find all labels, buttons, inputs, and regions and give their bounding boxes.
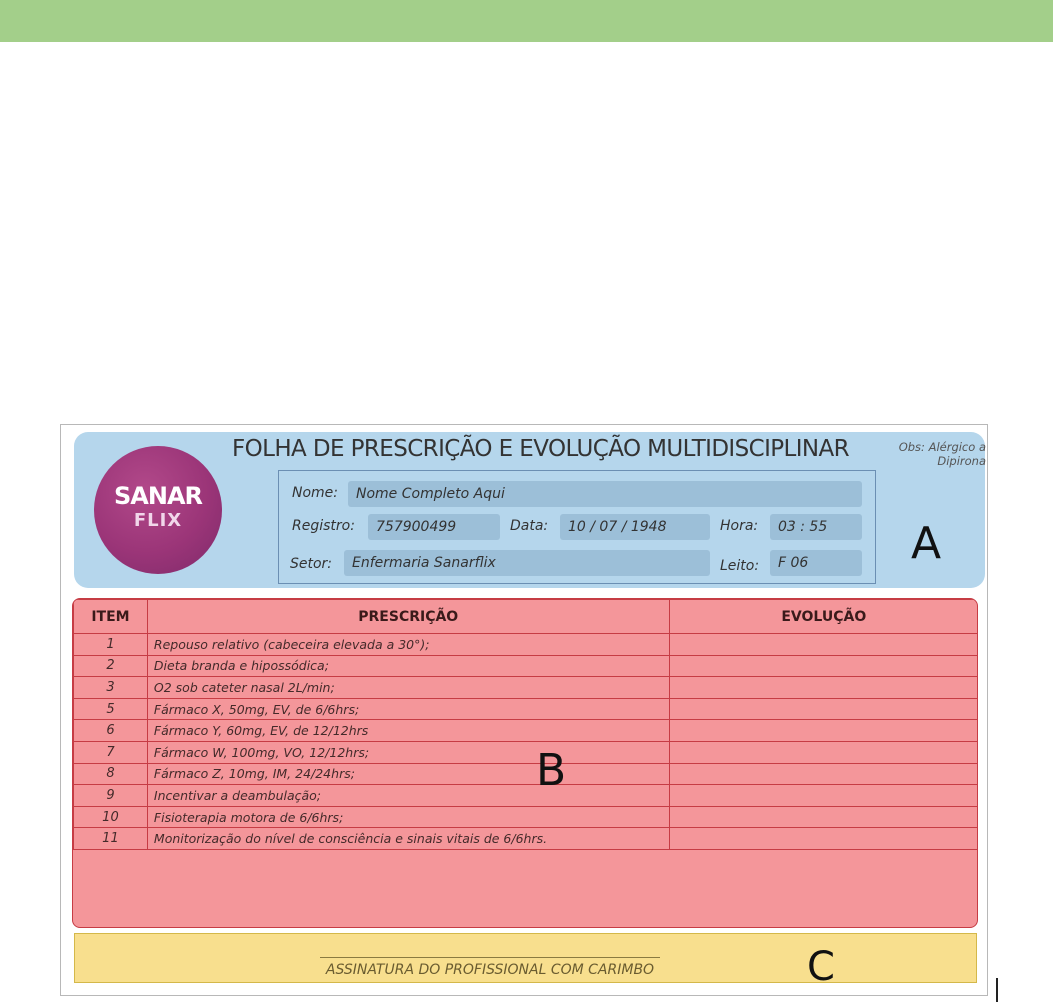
item-number: 3 (74, 677, 148, 699)
sanarflix-logo (94, 446, 222, 574)
item-number: 10 (74, 806, 148, 828)
prescription-table (73, 599, 978, 850)
evolution-cell (669, 828, 978, 850)
item-number: 9 (74, 785, 148, 807)
table-row (74, 698, 979, 720)
evolution-cell (669, 720, 978, 742)
hora-label: Hora: (720, 518, 759, 534)
prescription-text: Fármaco Z, 10mg, IM, 24/24hrs; (147, 763, 669, 785)
item-header: ITEM (74, 600, 148, 634)
leito-field: F 06 (770, 550, 862, 576)
setor-label: Setor: (290, 556, 333, 572)
setor-field: Enfermaria Sanarflix (344, 550, 710, 576)
logo-line2: FLIX (133, 510, 183, 531)
table-row (74, 677, 979, 699)
sheet-title: FOLHA DE PRESCRIÇÃO E EVOLUÇÃO MULTIDISCIPLINAR (232, 436, 850, 462)
prescription-text: Fisioterapia motora de 6/6hrs; (147, 806, 669, 828)
table-row (74, 741, 979, 763)
item-number: 5 (74, 698, 148, 720)
top-color-bar (0, 0, 1053, 42)
prescription-text: Monitorização do nível de consciência e sinais vitais de 6/6hrs. (147, 828, 669, 850)
table-row (74, 763, 979, 785)
table-header-row (74, 600, 979, 634)
table-row (74, 828, 979, 850)
item-number: 6 (74, 720, 148, 742)
table-row (74, 655, 979, 677)
evolution-cell (669, 785, 978, 807)
item-number: 2 (74, 655, 148, 677)
hora-field: 03 : 55 (770, 514, 862, 540)
nome-label: Nome: (292, 485, 339, 501)
item-number: 7 (74, 741, 148, 763)
item-number: 1 (74, 634, 148, 656)
prescricao-header: PRESCRIÇÃO (147, 600, 669, 634)
nome-field: Nome Completo Aqui (348, 481, 862, 507)
logo-line1: SANAR (114, 482, 202, 510)
evolution-cell (669, 741, 978, 763)
registro-field: 757900499 (368, 514, 500, 540)
table-row (74, 785, 979, 807)
prescription-text: Incentivar a deambulação; (147, 785, 669, 807)
data-label: Data: (510, 518, 549, 534)
prescription-text: Fármaco Y, 60mg, EV, de 12/12hrs (147, 720, 669, 742)
evolution-cell (669, 655, 978, 677)
section-letter-c: C (807, 944, 835, 990)
table-row (74, 634, 979, 656)
table-row (74, 720, 979, 742)
edge-mark (996, 978, 998, 1002)
data-field: 10 / 07 / 1948 (560, 514, 710, 540)
section-letter-b: B (536, 745, 567, 796)
prescription-text: O2 sob cateter nasal 2L/min; (147, 677, 669, 699)
section-b-prescription (72, 598, 978, 928)
registro-label: Registro: (292, 518, 355, 534)
item-number: 11 (74, 828, 148, 850)
prescription-text: Repouso relativo (cabeceira elevada a 30°); (147, 634, 669, 656)
evolution-cell (669, 698, 978, 720)
prescription-text: Dieta branda e hipossódica; (147, 655, 669, 677)
evolution-cell (669, 806, 978, 828)
item-number: 8 (74, 763, 148, 785)
table-row (74, 806, 979, 828)
evolution-cell (669, 634, 978, 656)
section-letter-a: A (911, 518, 942, 569)
signature-label: ASSINATURA DO PROFISSIONAL COM CARIMBO (325, 962, 655, 978)
allergy-note: Obs: Alérgico a Dipirona (898, 440, 986, 468)
leito-label: Leito: (720, 558, 760, 574)
prescription-text: Fármaco X, 50mg, EV, de 6/6hrs; (147, 698, 669, 720)
signature-line (320, 957, 660, 958)
evolucao-header: EVOLUÇÃO (669, 600, 978, 634)
evolution-cell (669, 677, 978, 699)
prescription-text: Fármaco W, 100mg, VO, 12/12hrs; (147, 741, 669, 763)
evolution-cell (669, 763, 978, 785)
